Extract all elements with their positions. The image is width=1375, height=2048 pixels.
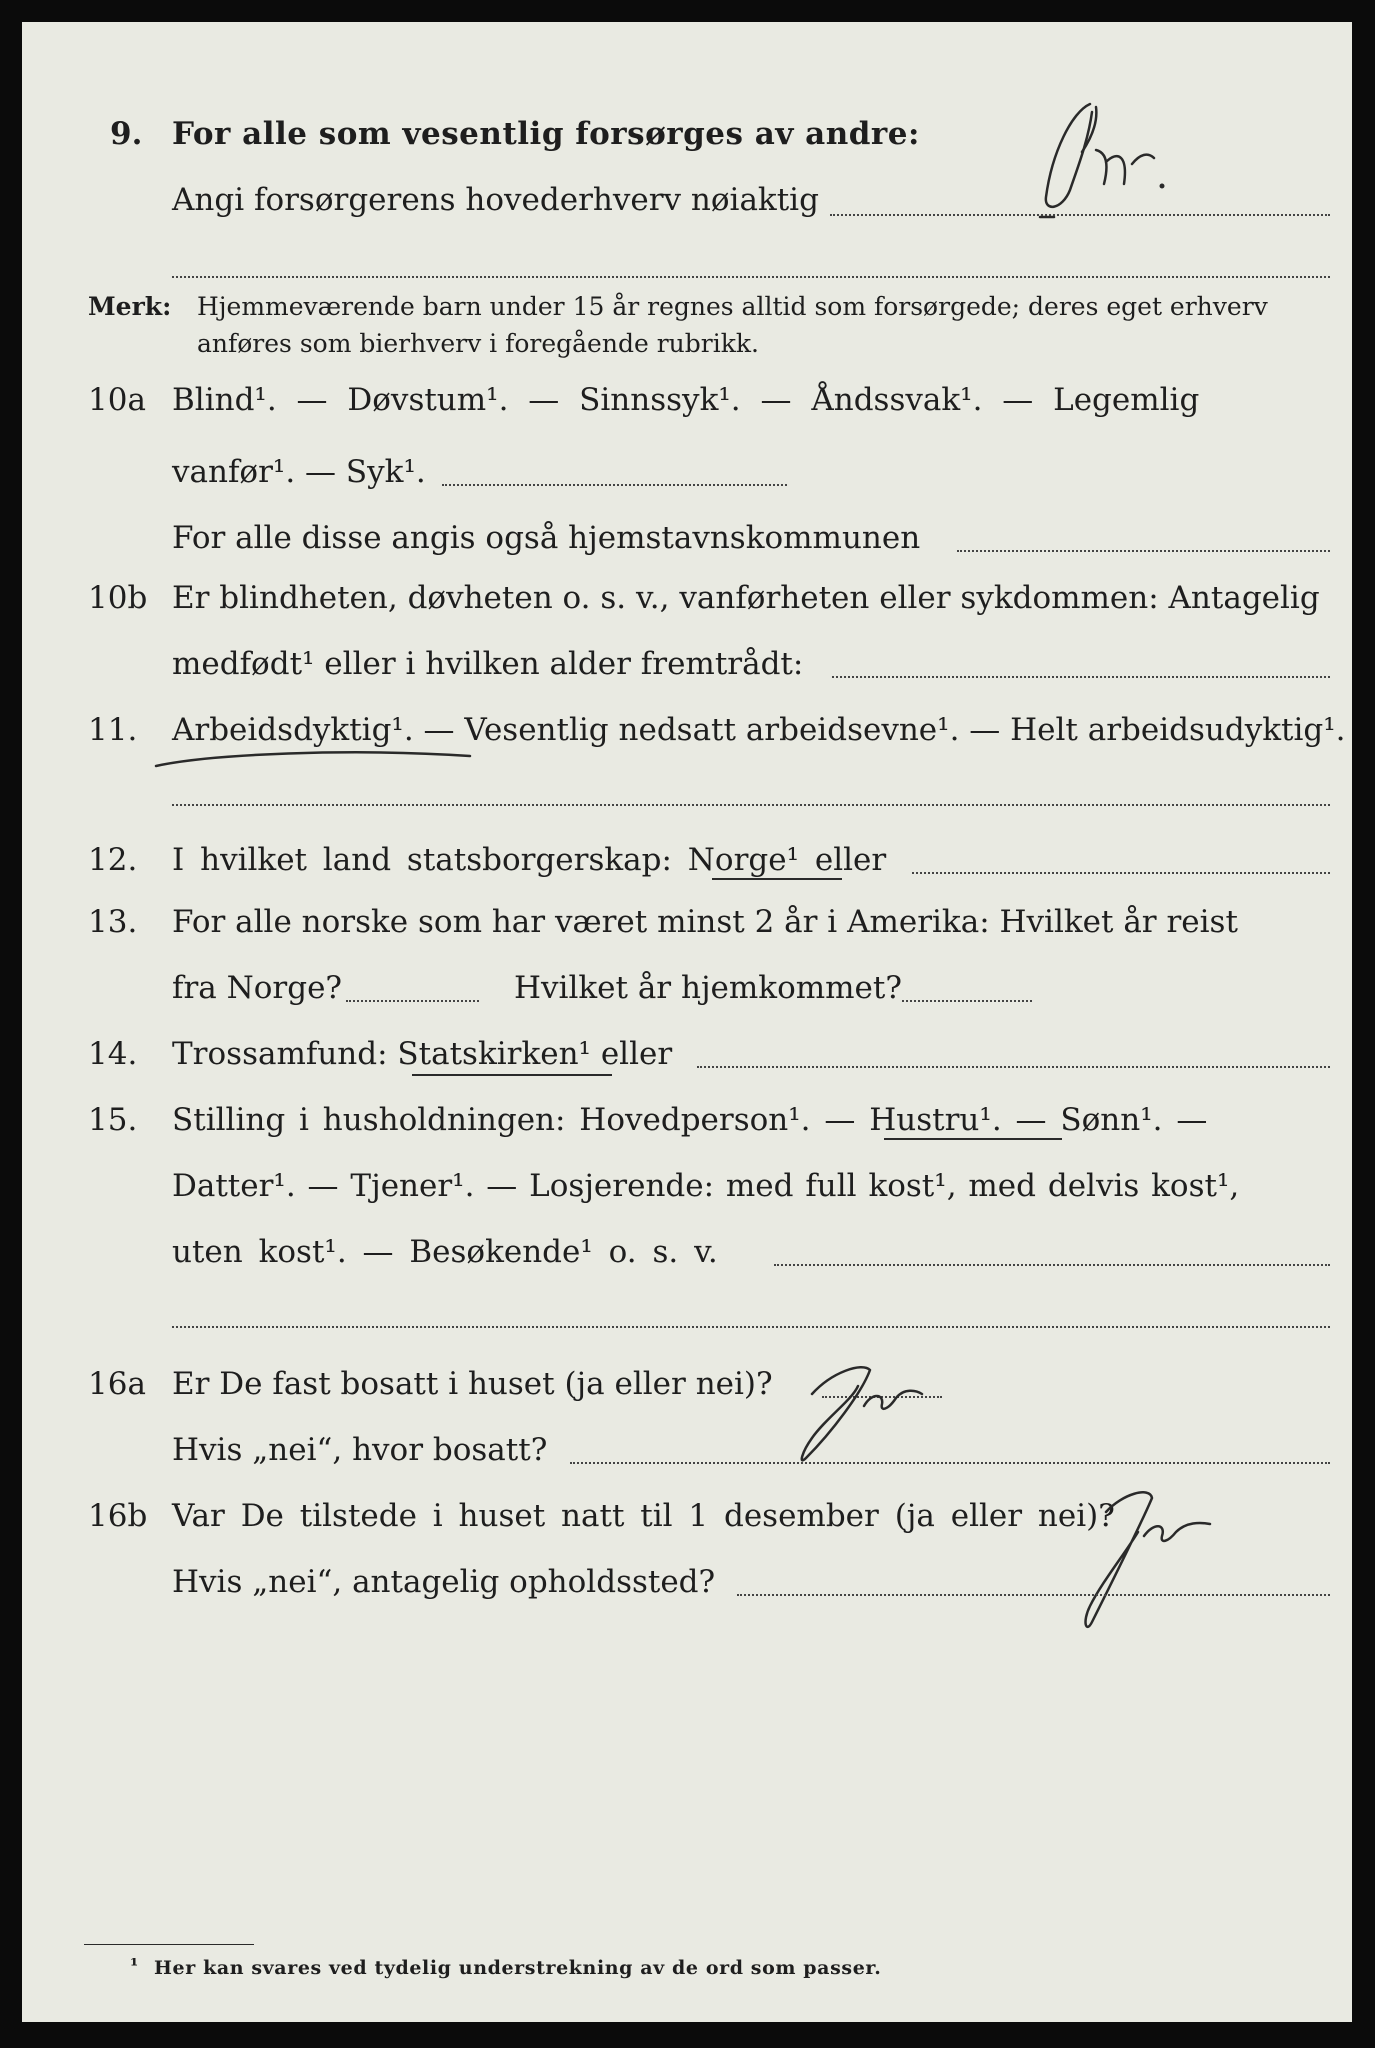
q16a-handwritten-answer (792, 1342, 942, 1472)
q10a-answer-line (442, 484, 787, 486)
q15-answer-line-2 (172, 1326, 1330, 1328)
q13-line1: For alle norske som har været minst 2 år i Amerika: Hvilket år reist (172, 904, 1238, 940)
footnote-mark: ¹ (130, 1955, 139, 1977)
q14-number: 14. (88, 1036, 138, 1072)
q10a-hjemstavn-line (957, 550, 1330, 552)
q13-line2b: Hvilket år hjemkommet? (514, 970, 902, 1006)
q13-reist-line (346, 1000, 479, 1002)
q12-line1: I hvilket land statsborgerskap: Norge¹ eller (172, 842, 887, 878)
note-line1: Hjemmeværende barn under 15 år regnes alltid som forsørgede; deres eget erhverv (197, 292, 1268, 321)
q9-answer-line-2 (172, 276, 1330, 278)
q10b-line1: Er blindheten, døvheten o. s. v., vanførheten eller sykdommen: Antagelig (172, 580, 1320, 616)
q16b-handwritten-answer (1062, 1482, 1232, 1642)
q11-answer-line (172, 804, 1330, 806)
footnote-text: Her kan svares ved tydelig understrekning av de ord som passer. (154, 1957, 882, 1979)
q15-hustru-underline (884, 1138, 1062, 1140)
q16b-line2: Hvis „nei“, antagelig opholdssted? (172, 1564, 716, 1600)
q16b-line1: Var De tilstede i huset natt til 1 desember (ja eller nei)? (172, 1498, 1115, 1534)
note-line2: anføres som bierhverv i foregående rubrikk. (197, 329, 759, 358)
q9-handwritten-answer (1032, 92, 1202, 232)
footnote-rule (84, 1944, 254, 1945)
q15-line1: Stilling i husholdningen: Hovedperson¹. — Hustru¹. — Sønn¹. — (172, 1102, 1208, 1138)
q10b-answer-line (832, 676, 1330, 678)
q13-hjemkommet-line (902, 1000, 1032, 1002)
q15-answer-line (774, 1264, 1330, 1266)
svg-text:Ghr.: Ghr. (1032, 232, 1035, 233)
note-label: Merk: (88, 292, 172, 321)
q11-line1: Arbeidsdyktig¹. — Vesentlig nedsatt arbeidsevne¹. — Helt arbeidsudyktig¹. (172, 712, 1346, 748)
q12-norge-underline (712, 878, 842, 880)
q15-line2: Datter¹. — Tjener¹. — Losjerende: med full kost¹, med delvis kost¹, (172, 1168, 1240, 1204)
q16b-opholdssted-line (737, 1594, 1330, 1596)
q14-statskirken-underline (412, 1074, 612, 1076)
q15-number: 15. (88, 1102, 138, 1138)
q15-line3: uten kost¹. — Besøkende¹ o. s. v. (172, 1234, 718, 1270)
q16a-line2: Hvis „nei“, hvor bosatt? (172, 1432, 548, 1468)
q10a-line3: For alle disse angis også hjemstavnskommunen (172, 520, 921, 556)
q11-number: 11. (88, 712, 138, 748)
q10b-number: 10b (88, 580, 148, 616)
q10a-number: 10a (88, 382, 146, 418)
q14-answer-line (697, 1066, 1330, 1068)
q9-number: 9. (110, 116, 143, 152)
q9-line2: Angi forsørgerens hovederhverv nøiaktig (172, 182, 819, 218)
q16a-bosatt-line (570, 1462, 1330, 1464)
q12-answer-line (912, 872, 1330, 874)
q9-line1: For alle som vesentlig forsørges av andre: (172, 116, 920, 152)
svg-text:Ja: Ja (792, 1472, 793, 1473)
census-form-page (22, 22, 1352, 2022)
q12-number: 12. (88, 842, 138, 878)
svg-text:Ja: Ja (1062, 1642, 1063, 1643)
q16a-line1: Er De fast bosatt i huset (ja eller nei)? (172, 1366, 773, 1402)
q10a-line2: vanfør¹. — Syk¹. (172, 454, 426, 490)
q11-underline-mark (150, 734, 480, 784)
q10b-line2: medfødt¹ eller i hvilken alder fremtrådt: (172, 646, 804, 682)
q13-line2a: fra Norge? (172, 970, 343, 1006)
q13-number: 13. (88, 904, 138, 940)
q10a-line1: Blind¹. — Døvstum¹. — Sinnssyk¹. — Åndssvak¹. — Legemlig (172, 382, 1200, 418)
q16b-number: 16b (88, 1498, 148, 1534)
q16a-number: 16a (88, 1366, 146, 1402)
q14-line1: Trossamfund: Statskirken¹ eller (172, 1036, 673, 1072)
